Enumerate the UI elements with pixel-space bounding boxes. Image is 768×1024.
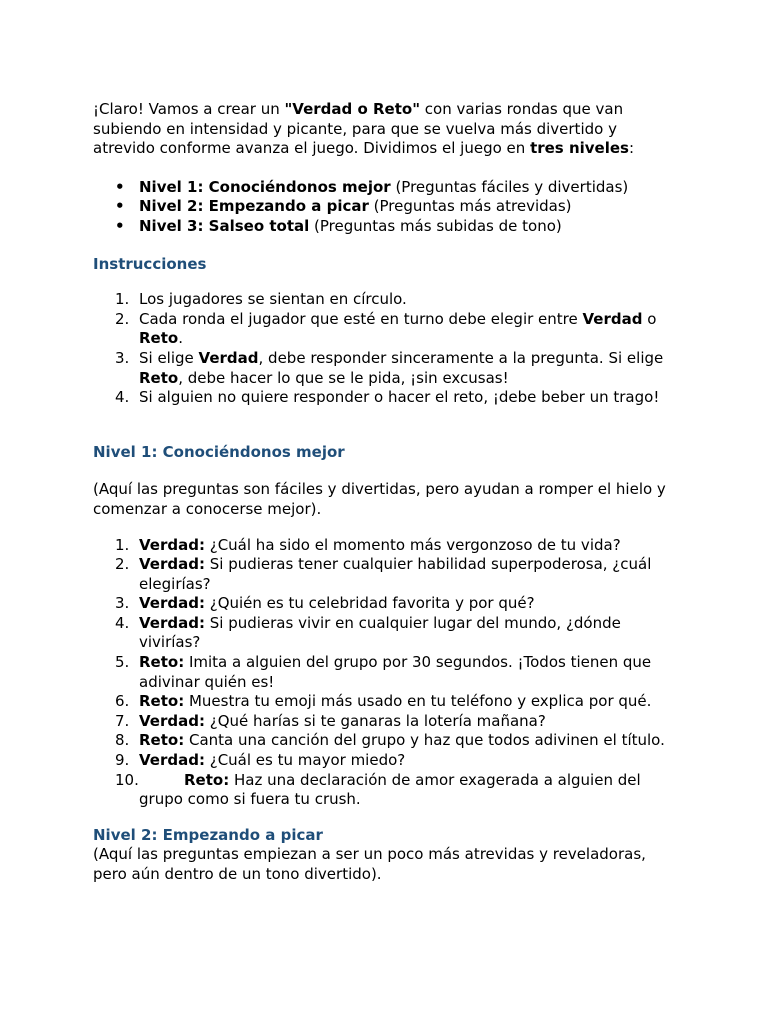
- level2-heading: Nivel 2: Empezando a picar: [93, 825, 323, 844]
- bullet-icon: •: [115, 197, 125, 216]
- instruction-item: 1. Los jugadores se sientan en círculo.: [115, 290, 407, 309]
- three-levels-text: tres niveles: [530, 139, 629, 158]
- instructions-list: [93, 290, 678, 408]
- level1-item: 1. Verdad: ¿Cuál ha sido el momento más vergonzoso de tu vida?: [115, 535, 621, 554]
- level1-item: 5. Reto: Imita a alguien del grupo por 30 segundos. ¡Todos tienen que adivinar quién es!: [115, 653, 652, 691]
- game-name: "Verdad o Reto": [284, 100, 421, 118]
- level2-description: (Aquí las preguntas empiezan a ser un poco más atrevidas y reveladoras, pero aún dentro de un tono divertido).: [93, 845, 646, 883]
- level1-list: [93, 536, 678, 810]
- levels-summary-item: • Nivel 2: Empezando a picar (Preguntas más atrevidas): [115, 197, 572, 216]
- instruction-item: 3. Si elige Verdad, debe responder sinceramente a la pregunta. Si elige Reto, debe hacer lo que se le pida, ¡sin excusas!: [115, 348, 664, 387]
- level1-description: (Aquí las preguntas son fáciles y divertidas, pero ayudan a romper el hielo y comenzar a conocerse mejor).: [93, 480, 666, 518]
- level1-item: 6. Reto: Muestra tu emoji más usado en tu teléfono y explica por qué.: [115, 692, 652, 711]
- levels-summary-item: • Nivel 1: Conociéndonos mejor (Preguntas fáciles y divertidas): [115, 177, 629, 196]
- instruction-item: 2. Cada ronda el jugador que esté en turno debe elegir entre Verdad o Reto.: [115, 309, 657, 348]
- level1-item: 8. Reto: Canta una canción del grupo y haz que todos adivinen el título.: [115, 731, 665, 750]
- level1-item: 2. Verdad: Si pudieras tener cualquier habilidad superpoderosa, ¿cuál elegirías?: [115, 555, 652, 593]
- level1-item: 3. Verdad: ¿Quién es tu celebridad favorita y por qué?: [115, 594, 535, 613]
- bullet-icon: •: [115, 177, 125, 196]
- level1-heading: Nivel 1: Conociéndonos mejor: [93, 442, 345, 461]
- instruction-item: 4. Si alguien no quiere responder o hacer el reto, ¡debe beber un trago!: [115, 388, 660, 407]
- level1-item: 7. Verdad: ¿Qué harías si te ganaras la lotería mañana?: [115, 711, 546, 730]
- document-page: [93, 100, 678, 885]
- levels-summary-list: [93, 178, 678, 237]
- levels-summary-item: • Nivel 3: Salseo total (Preguntas más subidas de tono): [115, 216, 562, 235]
- level1-item: 9. Verdad: ¿Cuál es tu mayor miedo?: [115, 751, 406, 770]
- level1-item: 4. Verdad: Si pudieras vivir en cualquier lugar del mundo, ¿dónde vivirías?: [115, 613, 621, 652]
- level1-item: 10. Reto: Haz una declaración de amor exagerada a alguien del grupo como si fuera tu crush.: [115, 770, 641, 809]
- bullet-icon: •: [115, 216, 125, 235]
- intro-paragraph: ¡Claro! Vamos a crear un "Verdad o Reto" con varias rondas que van subiendo en intensidad y picante, para que se vuelva más divertido y atrevido conforme avanza el juego. Dividimos el juego en tres niveles:: [93, 100, 635, 158]
- instructions-heading: Instrucciones: [93, 254, 207, 273]
